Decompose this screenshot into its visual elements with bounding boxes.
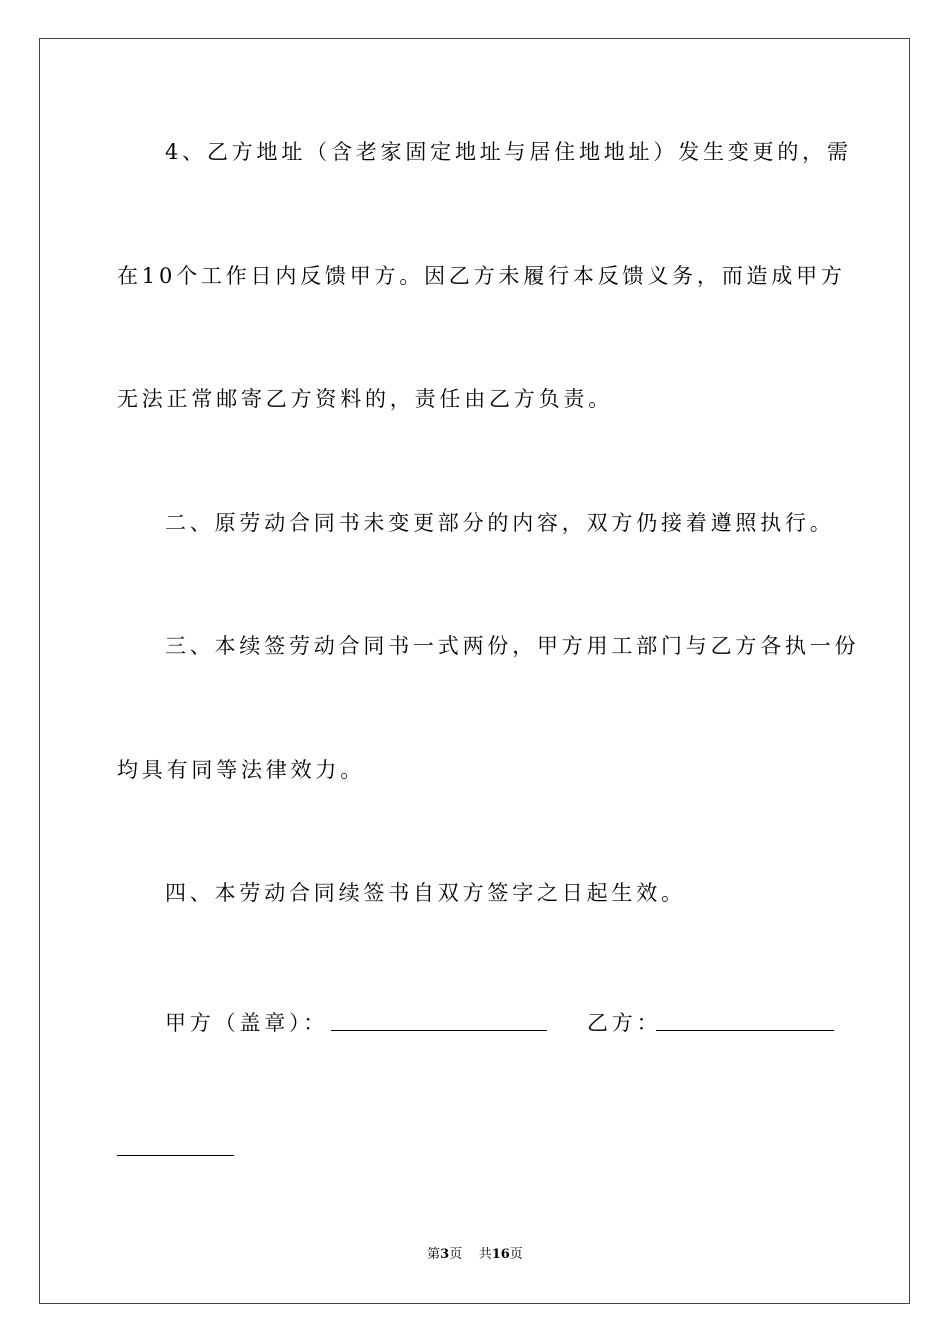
paragraph-4-line-1: 4、乙方地址（含老家固定地址与居住地地址）发生变更的，需 xyxy=(165,140,852,164)
party-a-label: 甲方（盖章）： xyxy=(165,1011,329,1035)
clause-2: 二、原劳动合同书未变更部分的内容，双方仍接着遵照执行。 xyxy=(165,511,835,535)
page-footer xyxy=(0,1246,950,1264)
page-suffix: 页 xyxy=(449,1247,463,1262)
paragraph-4-line-3: 无法正常邮寄乙方资料的，责任由乙方负责。 xyxy=(117,387,613,411)
total-prefix: 共 xyxy=(478,1247,492,1262)
clause-4: 四、本劳动合同续签书自双方签字之日起生效。 xyxy=(165,881,686,905)
party-a-signature-blank xyxy=(331,1030,547,1031)
total-suffix: 页 xyxy=(509,1247,523,1262)
current-page-number: 3 xyxy=(440,1247,450,1262)
continuation-blank xyxy=(117,1155,234,1156)
total-pages-number: 16 xyxy=(491,1247,510,1262)
party-b-label: 乙方： xyxy=(587,1011,662,1035)
party-b-signature-blank xyxy=(656,1030,834,1031)
clause-3-line-2: 均具有同等法律效力。 xyxy=(117,758,365,782)
page-frame xyxy=(39,38,910,1304)
clause-3-line-1: 三、本续签劳动合同书一式两份，甲方用工部门与乙方各执一份 xyxy=(165,634,860,658)
paragraph-4-line-2: 在10个工作日内反馈甲方。因乙方未履行本反馈义务，而造成甲方 xyxy=(117,264,846,288)
page-prefix: 第 xyxy=(427,1247,441,1262)
